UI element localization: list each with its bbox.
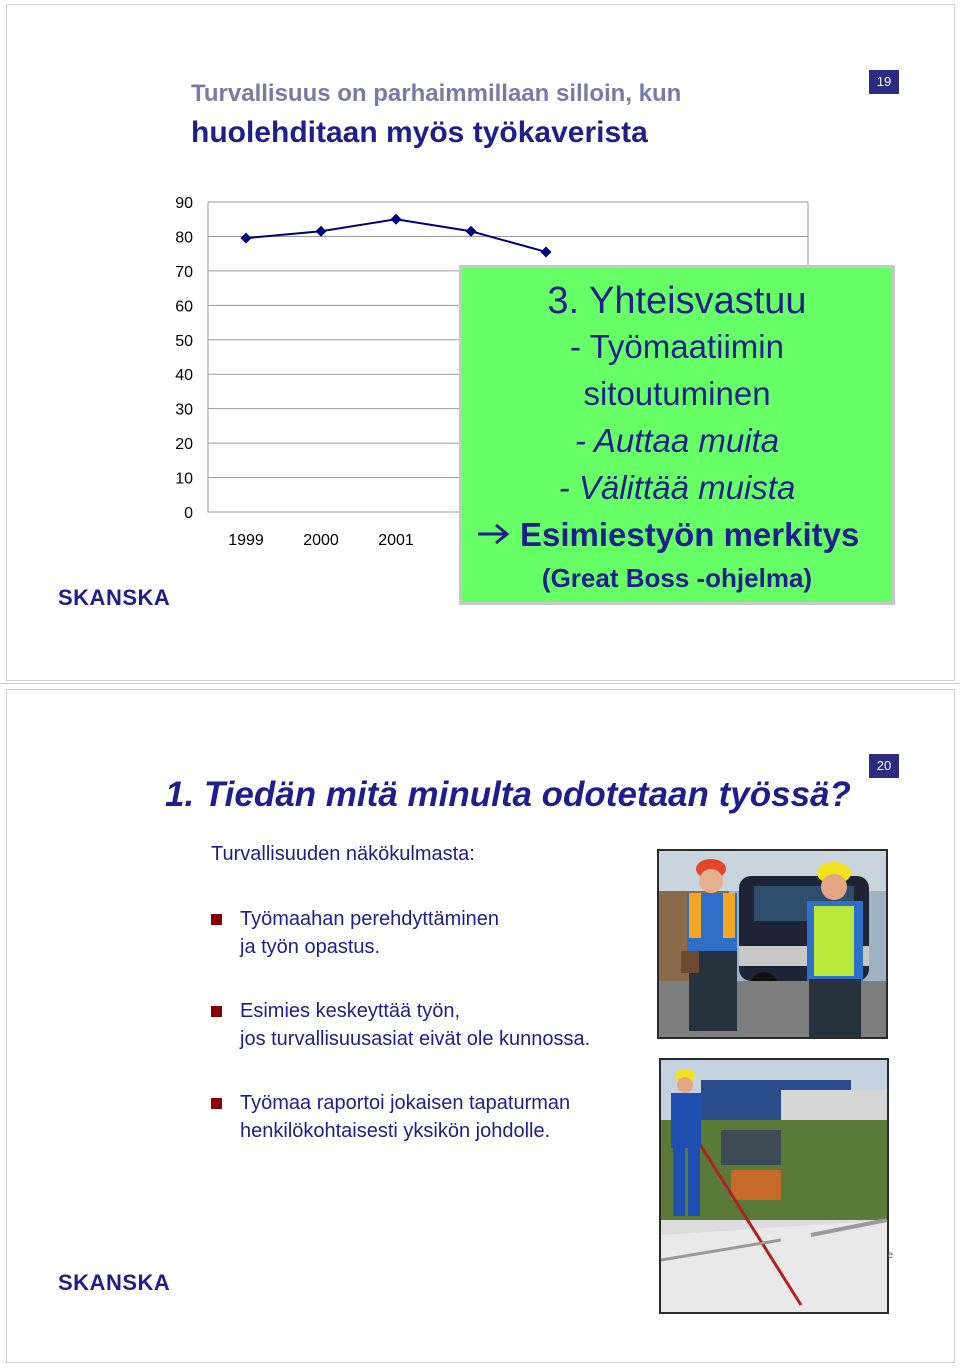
bullet-text: jos turvallisuusasiat eivät ole kunnossa. — [240, 1028, 591, 1050]
slide-subtitle: Turvallisuuden näkökulmasta: — [211, 843, 475, 865]
skanska-logo: SKANSKA — [58, 1270, 171, 1295]
page-number: 19 — [869, 70, 899, 94]
y-tick-label: 70 — [175, 263, 193, 281]
bullet-text: Esimies keskeyttää työn, — [240, 1000, 461, 1022]
y-tick-label: 30 — [175, 401, 193, 419]
y-tick-label: 60 — [175, 298, 193, 316]
bullet-text: ja työn opastus. — [240, 936, 381, 958]
x-tick-label: 2000 — [303, 532, 339, 549]
callout-note: (Great Boss -ohjelma) — [541, 563, 813, 593]
callout-line: sitoutuminen — [583, 375, 771, 412]
skanska-logo: SKANSKA — [58, 585, 171, 610]
slide-title: huolehditaan myös työkaverista — [191, 116, 648, 149]
callout-heading: 3. Yhteisvastuu — [547, 280, 807, 322]
photo-corner-mark: e — [887, 1250, 893, 1261]
bullet-item — [211, 905, 499, 961]
y-tick-label: 10 — [175, 470, 193, 488]
bullet-square-icon — [211, 914, 222, 925]
roof-worker-photo — [659, 1058, 893, 1314]
callout-emphasis — [462, 511, 892, 558]
y-tick-label: 40 — [175, 367, 193, 385]
x-tick-label: 2001 — [378, 532, 414, 549]
page-number: 20 — [869, 754, 899, 778]
y-tick-label: 80 — [175, 229, 193, 247]
bullet-text: Työmaa raportoi jokaisen tapaturman — [240, 1092, 571, 1114]
callout-line: - Välittää muista — [558, 469, 796, 506]
y-tick-label: 20 — [175, 436, 193, 454]
y-tick-label: 50 — [175, 332, 193, 350]
y-tick-label: 0 — [184, 505, 193, 522]
callout-line: - Auttaa muita — [574, 422, 780, 459]
slide-20 — [0, 683, 960, 1368]
bullet-square-icon — [211, 1006, 222, 1017]
bullet-item — [211, 997, 590, 1053]
callout-line: - Työmaatiimin — [570, 328, 784, 365]
bullet-square-icon — [211, 1098, 222, 1109]
slide-subtitle: Turvallisuus on parhaimmillaan silloin, kun — [191, 80, 682, 107]
callout-emphasis-text: Esimiestyön merkitys — [520, 516, 860, 553]
bullet-item — [211, 1089, 570, 1145]
y-tick-label: 90 — [175, 195, 193, 212]
callout-box — [459, 265, 895, 605]
workers-photo — [657, 849, 888, 1039]
x-tick-label: 1999 — [228, 532, 264, 549]
slide-19 — [0, 0, 960, 683]
right-arrow-icon — [476, 511, 510, 558]
bullet-text: Työmaahan perehdyttäminen — [240, 908, 500, 930]
bullet-text: henkilökohtaisesti yksikön johdolle. — [240, 1120, 551, 1142]
slide-title: 1. Tiedän mitä minulta odotetaan työssä? — [165, 775, 851, 814]
